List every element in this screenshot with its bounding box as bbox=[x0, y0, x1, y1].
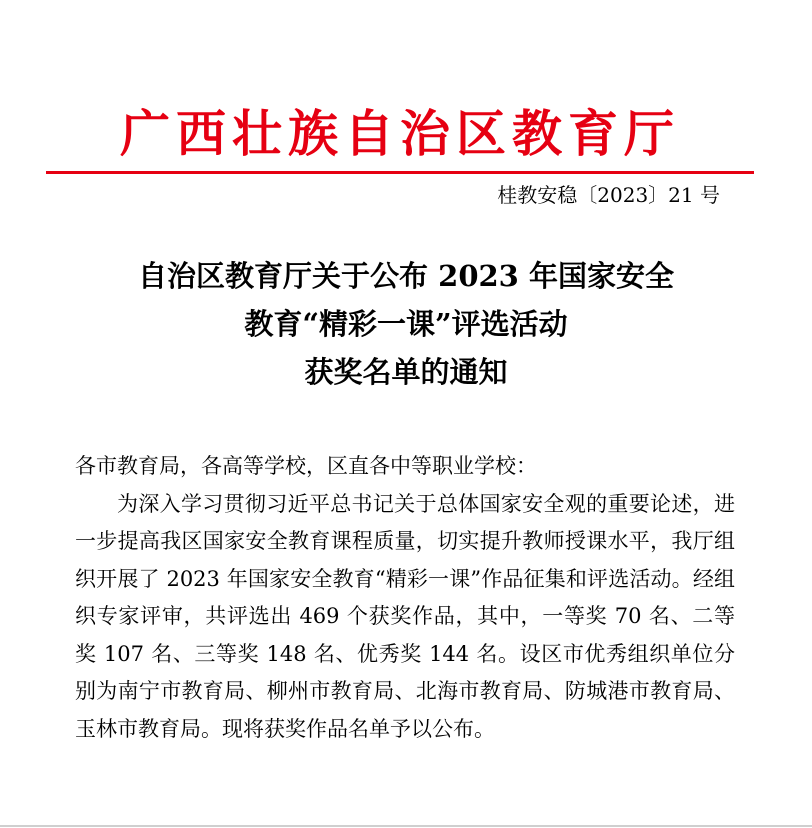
title-line-3: 获奖名单的通知 bbox=[304, 355, 508, 389]
masthead-red-rule bbox=[46, 171, 754, 174]
body-paragraph: 为深入学习贯彻习近平总书记关于总体国家安全观的重要论述，进一步提高我区国家安全教育课程质量，切实提升教师授课水平，我厅组织开展了 2023 年国家安全教育“精彩一课”作品征集和评选活动。经组织专家评审，共评选出 469 个获奖作品，其中，一等奖 70 名、二等奖 107 名、三等奖 148 名、优秀奖 144 名。设区市优秀组织单位分别为南宁市教育局、柳州市教育局、北海市教育局、防城港市教育局、玉林市教育局。现将获奖作品名单予以公布。 bbox=[75, 491, 735, 741]
title-line-1: 自治区教育厅关于公布 2023 年国家安全 bbox=[138, 259, 674, 293]
masthead-org-name: 广西壮族自治区教育厅 bbox=[120, 104, 680, 163]
salutation: 各市教育局，各高等学校，区直各中等职业学校： bbox=[75, 454, 537, 478]
page-bottom-divider bbox=[0, 825, 812, 827]
title-line-2: 教育“精彩一课”评选活动 bbox=[244, 307, 568, 341]
document-title bbox=[60, 252, 752, 396]
document-body bbox=[75, 448, 735, 748]
document-number: 桂教安稳〔2023〕21 号 bbox=[497, 183, 720, 207]
